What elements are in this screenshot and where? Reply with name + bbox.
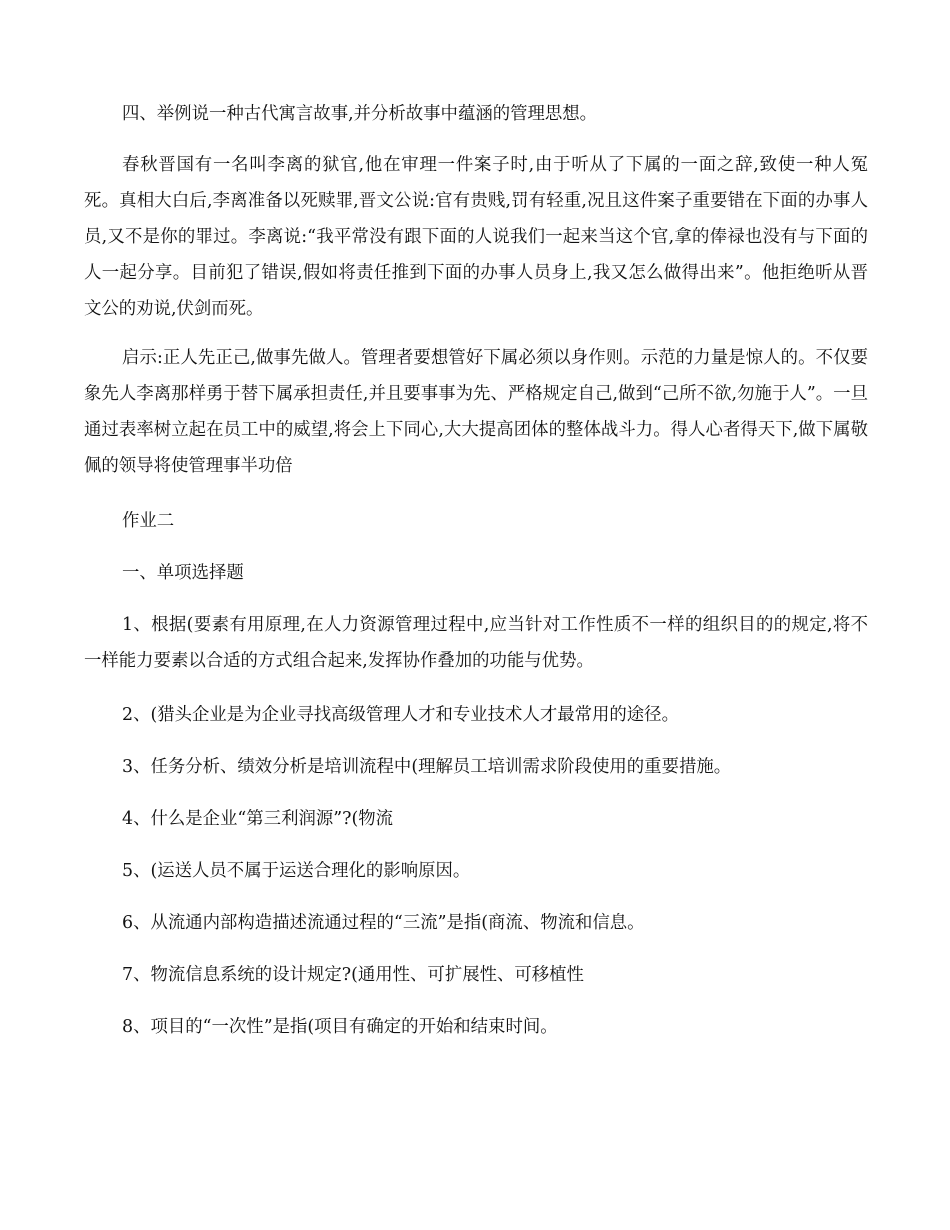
question-7: 7、物流信息系统的设计规定?(通用性、可扩展性、可移植性 xyxy=(122,965,584,985)
question-4: 4、什么是企业“第三利润源”?(物流 xyxy=(122,809,394,829)
question-four-heading: 四、举例说一种古代寓言故事,并分析故事中蕴涵的管理思想。 xyxy=(122,104,598,124)
question-8: 8、项目的“一次性”是指(项目有确定的开始和结束时间。 xyxy=(122,1017,558,1037)
question-2: 2、(猎头企业是为企业寻找高级管理人才和专业技术人才最常用的途径。 xyxy=(122,705,679,725)
section-one-heading: 一、单项选择题 xyxy=(122,563,244,583)
assignment-two-heading: 作业二 xyxy=(122,511,175,531)
story-paragraph: 春秋晋国有一名叫李离的狱官,他在审理一件案子时,由于听从了下属的一面之辞,致使一种人冤死。真相大白后,李离准备以死赎罪,晋文公说:官有贵贱,罚有轻重,况且这件案子重要错在下面的办事人员,又不是你的罪过。李离说:“我平常没有跟下面的人说我们一起来当这个官,拿的俸禄也没有与下面的人一起分享。目前犯了错误,假如将责任推到下面的办事人员身上,我又怎么做得出来”。他拒绝听从晋文公的劝说,伏剑而死。 xyxy=(84,155,868,319)
question-3: 3、任务分析、绩效分析是培训流程中(理解员工培训需求阶段使用的重要措施。 xyxy=(122,757,732,777)
question-5: 5、(运送人员不属于运送合理化的影响原因。 xyxy=(122,861,471,881)
question-1: 1、根据(要素有用原理,在人力资源管理过程中,应当针对工作性质不一样的组织目的的规定,将不一样能力要素以合适的方式组合起来,发挥协作叠加的功能与优势。 xyxy=(84,615,868,671)
question-6: 6、从流通内部构造描述流通过程的“三流”是指(商流、物流和信息。 xyxy=(122,913,645,933)
insight-paragraph: 启示:正人先正己,做事先做人。管理者要想管好下属必须以身作则。示范的力量是惊人的。不仅要象先人李离那样勇于替下属承担责任,并且要事事为先、严格规定自己,做到“己所不欲,勿施于人”。一旦通过表率树立起在员工中的威望,将会上下同心,大大提高团体的整体战斗力。得人心者得天下,做下属敬佩的领导将使管理事半功倍 xyxy=(84,348,868,476)
